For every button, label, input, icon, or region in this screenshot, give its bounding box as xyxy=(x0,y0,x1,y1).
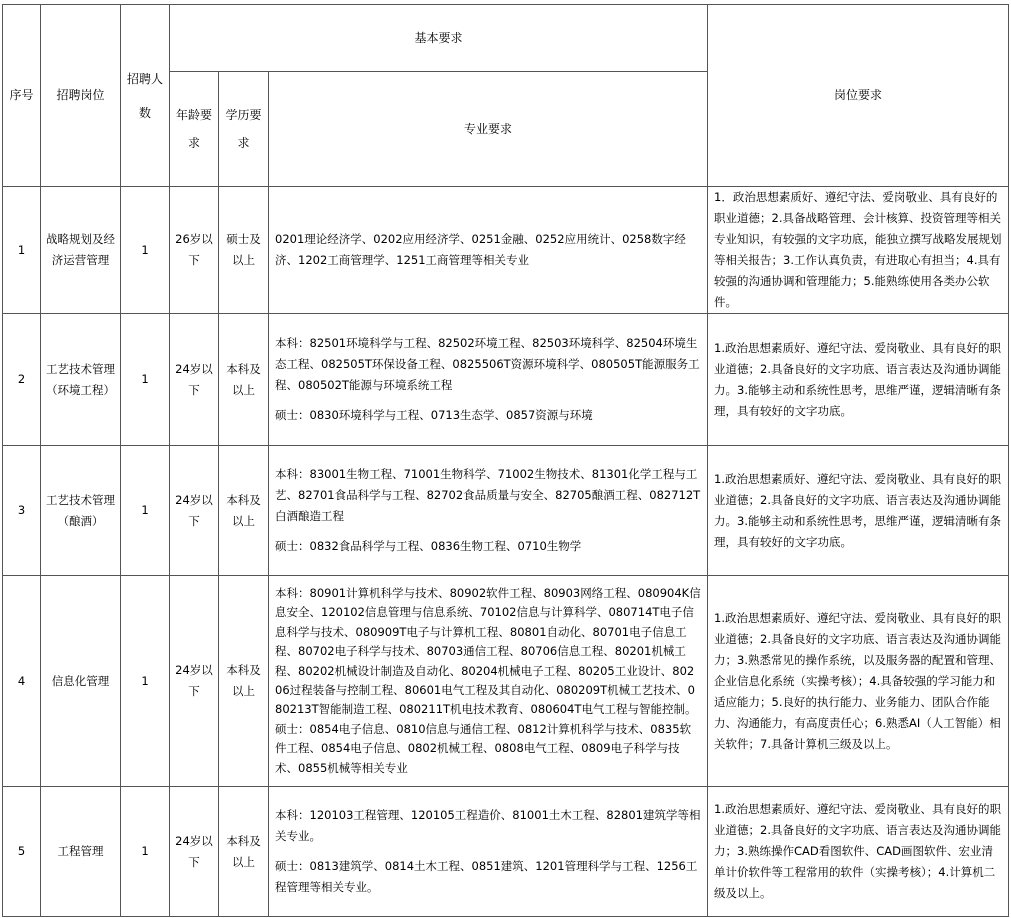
duty-text: 1.政治思想素质好、遵纪守法、爱岗敬业、具有良好的职业道德；2.具备良好的文字功底、语言表达及沟通协调能力；3.熟悉常见的操作系统，以及服务器的配置和管理、企业信息化系统（实操考核）；4.具备较强的学习能力和适应能力；5.良好的执行能力、业务能力、团队合作能力、沟通能力，有高度责任心；6.熟悉AI（人工智能）相关软件；7.具备计算机三级及以上。 xyxy=(714,610,1002,751)
row-position: 工程管理 xyxy=(41,787,121,917)
row-education: 硕士及以上 xyxy=(219,187,269,314)
header-education: 学历要求 xyxy=(219,72,269,187)
row-duty xyxy=(708,314,1009,446)
row-major xyxy=(269,446,708,576)
row-position: 信息化管理 xyxy=(41,576,121,787)
row-age: 24岁以下 xyxy=(170,576,219,787)
row-age: 24岁以下 xyxy=(170,446,219,576)
row-education: 本科及以上 xyxy=(219,446,269,576)
row-education: 本科及以上 xyxy=(219,314,269,446)
row-age: 26岁以下 xyxy=(170,187,219,314)
row-duty xyxy=(708,446,1009,576)
recruitment-table xyxy=(2,4,1009,917)
row-age: 24岁以下 xyxy=(170,787,219,917)
header-age: 年龄要求 xyxy=(170,72,219,187)
row-education: 本科及以上 xyxy=(219,787,269,917)
row-education: 本科及以上 xyxy=(219,576,269,787)
major-undergrad-text: 本科：82501环境科学与工程、82502环境工程、82503环境科学、82504环境生态工程、082505T环保设备工程、0825506T资源环境科学、080505T能源服务工程、080502T能源与环境系统工程 xyxy=(275,336,700,392)
header-seq: 序号 xyxy=(3,5,41,187)
table-row xyxy=(3,187,1009,314)
table-row xyxy=(3,446,1009,576)
major-undergrad-text: 本科：83001生物工程、71001生物科学、71002生物技术、81301化学工程与工艺、82701食品科学与工程、82702食品质量与安全、82705酿酒工程、082712T白酒酿造工程 xyxy=(275,467,701,523)
row-count: 1 xyxy=(121,314,170,446)
duty-text: 1.政治思想素质好、遵纪守法、爱岗敬业、具有良好的职业道德；2.具备良好的文字功底、语言表达及沟通协调能力；3.熟练操作CAD看图软件、CAD画图软件、宏业清单计价软件等工程常用的软件（实操考核）；4.计算机二级及以上。 xyxy=(714,802,1002,900)
row-count: 1 xyxy=(121,576,170,787)
table-row xyxy=(3,576,1009,787)
row-seq: 3 xyxy=(3,446,41,576)
major-master-text: 硕士：0832食品科学与工程、0836生物工程、0710生物学 xyxy=(275,539,582,553)
major-undergrad-text: 本科：120103工程管理、120105工程造价、81001土木工程、82801建筑学等相关专业。 xyxy=(275,808,701,843)
duty-text: 1．政治思想素质好、遵纪守法、爱岗敬业、具有良好的职业道德；2.具备战略管理、会计核算、投资管理等相关专业知识，有较强的文字功底，能独立撰写战略发展规划等相关报告；3.工作认真负责，有进取心有担当；4.具有较强的沟通协调和管理能力；5.能熟练使用各类办公软件。 xyxy=(714,190,1002,309)
row-position: 工艺技术管理（酿酒） xyxy=(41,446,121,576)
row-seq: 1 xyxy=(3,187,41,314)
row-position: 战略规划及经济运营管理 xyxy=(41,187,121,314)
header-duty-requirements: 岗位要求 xyxy=(708,5,1009,187)
row-position: 工艺技术管理（环境工程） xyxy=(41,314,121,446)
row-major xyxy=(269,187,708,314)
row-count: 1 xyxy=(121,787,170,917)
table-row xyxy=(3,314,1009,446)
row-major xyxy=(269,576,708,787)
row-count: 1 xyxy=(121,187,170,314)
table-row xyxy=(3,787,1009,917)
row-seq: 5 xyxy=(3,787,41,917)
duty-text: 1.政治思想素质好、遵纪守法、爱岗敬业、具有良好的职业道德；2.具备良好的文字功底、语言表达及沟通协调能力。3.能够主动和系统性思考，思维严谨，逻辑清晰有条理，具有较好的文字功底。 xyxy=(714,340,1002,418)
row-duty xyxy=(708,787,1009,917)
row-count: 1 xyxy=(121,446,170,576)
row-duty xyxy=(708,187,1009,314)
row-age: 24岁以下 xyxy=(170,314,219,446)
header-position: 招聘岗位 xyxy=(41,5,121,187)
major-text: 0201理论经济学、0202应用经济学、0251金融、0252应用统计、0258数字经济、1202工商管理学、1251工商管理等相关专业 xyxy=(275,232,686,267)
row-major xyxy=(269,314,708,446)
row-major xyxy=(269,787,708,917)
major-master-text: 硕士：0813建筑学、0814土木工程、0851建筑、1201管理科学与工程、1256工程管理等相关专业。 xyxy=(275,859,698,894)
major-master-text: 硕士：0830环境科学与工程、0713生态学、0857资源与环境 xyxy=(275,408,593,422)
header-major: 专业要求 xyxy=(269,72,708,187)
row-seq: 4 xyxy=(3,576,41,787)
header-count: 招聘人数 xyxy=(121,5,170,187)
row-seq: 2 xyxy=(3,314,41,446)
major-text: 本科：80901计算机科学与技术、80902软件工程、80903网络工程、080904K信息安全、120102信息管理与信息系统、70102信息与计算科学、080714T电子信息科学与技术、080909T电子与计算机工程、80801自动化、80701电子信息工程、80702电子科学与技术、80703通信工程、80706信息工程、80201机械工程、80202机械设计制造及自动化、80204机械电子工程、80205工业设计、80206过程装备与控制工程、80601电气工程及其自动化、080209T机械工艺技术、080213T智能制造工程、080211T机电技术教育、080604T电气工程与智能控制。 硕士：0854电子信息、0810信息与通信工程、0812计算机科学与技术、0835软件工程、0854电子信息、0802机械工程、0808电气工程、0809电子科学与技术、0855机械等相关专业 xyxy=(275,585,703,775)
duty-text: 1.政治思想素质好、遵纪守法、爱岗敬业、具有良好的职业道德；2.具备良好的文字功底、语言表达及沟通协调能力。3.能够主动和系统性思考，思维严谨，逻辑清晰有条理，具有较好的文字功底。 xyxy=(714,471,1002,549)
header-basic-requirements: 基本要求 xyxy=(170,5,708,72)
row-duty xyxy=(708,576,1009,787)
